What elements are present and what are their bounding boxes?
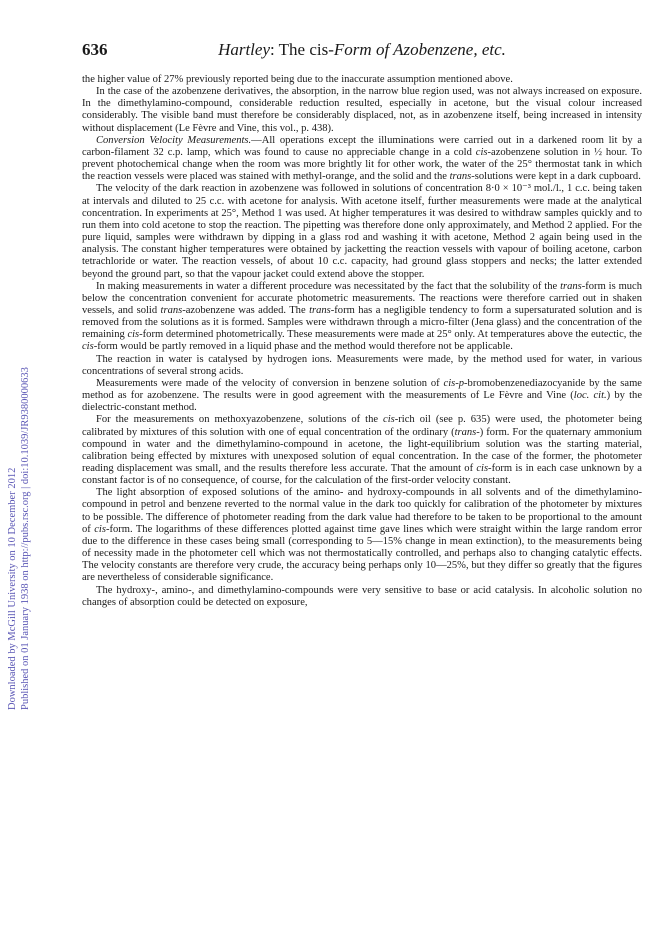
margin-note-published: Published on 01 January 1938 on http://pubs.rsc.org | doi:10.1039/JR9380000633: [20, 367, 31, 710]
paragraph-methoxyazobenzene: For the measurements on methoxyazobenzene, solutions of the cis-rich oil (see p. 635) were used, the photometer being calibrated by mixtures of this solution with one of equal concentration of the ordinary (trans-) form. For the quaternary ammonium compound in water and the dimethylamino-compound in acetone, the light-equilibrium solution was the starting material, calibration being effected by mixtures with unexposed solution of equal concentration. In the case of the former, the photometer reading displacement was small, and the results therefore less accurate. That the amount of cis-form is in each case unknown by a constant factor is of no consequence, of course, for the calculation of the first-order velocity constant.: [82, 414, 642, 487]
running-title-rest: -Form of Azobenzene, etc.: [328, 40, 506, 59]
running-title-separator: : The: [270, 40, 310, 59]
paragraph-diazocyanide: Measurements were made of the velocity of conversion in benzene solution of cis-p-bromobenzenediazocyanide by the same method as for azobenzene. The results were in good agreement with the measurements of Le Fèvre and Vine (loc. cit.) by the dielectric-constant method.: [82, 377, 643, 414]
margin-note-downloaded: Downloaded by McGill University on 10 December 2012: [7, 467, 18, 710]
paragraph-continuation: the higher value of 27% previously reported being due to the inaccurate assumption mentioned above.: [82, 74, 513, 85]
download-margin-note: [4, 130, 30, 710]
running-title-author: Hartley: [218, 40, 270, 59]
running-title-cis: cis: [309, 40, 329, 59]
paragraph-dark-reaction: The velocity of the dark reaction in azobenzene was followed in solutions of concentration 8·0 × 10⁻³ mol./l., 1 c.c. being taken at intervals and diluted to 25 c.c. with acetone for analysis. With acetone itself, further measurements were made at the analytical concentration. In experiments at 25°, Method 1 was used. At higher temperatures it was desired to withdraw samples quickly and to run them into cold acetone to stop the reaction. The pipetting was therefore done only approximately, and Method 2 applied. For the pure liquid, samples were withdrawn by dipping in a glass rod and washing it with acetone, Method 2 again being used in the analysis. The constant higher temperatures were obtained by jacketting the reaction vessels with vapour of boiling acetone, carbon tetrachloride or water. The reaction vessels, of about 10 c.c. capacity, had ground glass stoppers and necks; the latter extended beyond the ground part, so that the vapour jacket could extend above the stopper.: [82, 183, 642, 280]
article-body: [82, 74, 642, 609]
running-title: [82, 40, 642, 60]
paragraph-azobenzene-derivatives: In the case of the azobenzene derivatives, the absorption, in the narrow blue region used, was not always increased on exposure. In the dimethylamino-compound, considerable reduction resulted, especially in acetone, but the visual colour increased considerably. The visible band must therefore be considerably displaced, not, as in azobenzene itself, being increased in intensity without displacement (Le Fèvre and Vine, this vol., p. 438).: [82, 86, 642, 134]
paragraph-catalysis: The hydroxy-, amino-, and dimethylamino-compounds were very sensitive to base or acid catalysis. In alcoholic solution no changes of absorption could be detected on exposure,: [82, 584, 642, 608]
paragraph-conversion-velocity: Conversion Velocity Measurements.—All operations except the illuminations were carried out in a darkened room lit by a carbon-filament 32 c.p. lamp, which was found to cause no appreciable change in a cold cis-azobenzene solution in ½ hour. To prevent photochemical change when the room was more brightly lit for other work, the water of the 25° thermostat tank in which the reaction vessels were placed was stained with methyl-orange, and the solid and the trans-solutions were kept in a dark cupboard.: [82, 134, 643, 183]
paragraph-hydrogen-ions: The reaction in water is catalysed by hydrogen ions. Measurements were made, by the method used for water, in various concentrations of several strong acids.: [82, 353, 642, 377]
page-number: 636: [82, 40, 108, 59]
paragraph-water-measurements: In making measurements in water a different procedure was necessitated by the fact that the solubility of the trans-form is much below the concentration convenient for accurate photometric measurements. The reactions were therefore carried out in shaken vessels, and solid trans-azobenzene was added. The trans-form has a negligible tendency to form a supersaturated solution and is removed from the solutions as it is formed. Samples were withdrawn through a micro-filter (Jena glass) and the concentration of the remaining cis-form determined photometrically. These measurements were made at 25° only. At temperatures above the eutectic, the cis-form would be partly removed in a liquid phase and the method would therefore not be applicable.: [82, 280, 643, 353]
paragraph-light-absorption: The light absorption of exposed solutions of the amino- and hydroxy-compounds in all solvents and of the dimethylamino-compound in petrol and benzene reverted to the normal value in the dark too quickly for calibration of the photometer by mixtures to be possible. The difference of photometer reading from the dark value had therefore to be taken to be proportional to the amount of cis-form. The logarithms of these differences plotted against time gave lines which were straight within the large random error due to the difference in these cases being small (corresponding to 5—15% change in mean extinction), to the measurements being of necessity made in the photometer cell which was not thermostatically controlled, and perhaps also to changing catalytic effects. The velocity constants are therefore very crude, the accuracy being perhaps only 10—25%, but they differ so greatly that the figures are nevertheless of considerable significance.: [82, 487, 642, 584]
page-header: [82, 40, 642, 66]
